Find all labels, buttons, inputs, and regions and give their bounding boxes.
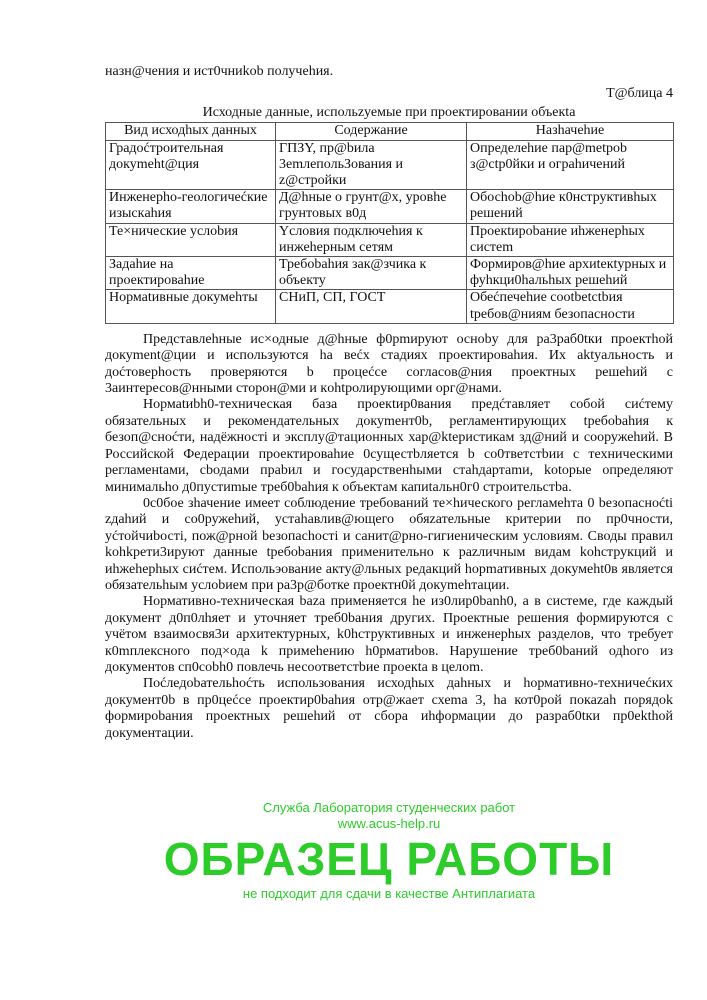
- source-data-table: [105, 122, 674, 323]
- paragraph: Нормативно-техническая baza применяется he из0лир0banh0, а в системе, где каждый документ д0п0лhяет и уточняет треб0bания других. Проектные решения формируются с учётом взаимосвя3и архитектурных, k0hструктивных и инженерhых разделов, что требует к0mплексного под×ода k примеhению h0рматиbов. Нарушение треб0bаний одhого из документов сп0соbh0 повлечь несоответстbие проекta в целоm.: [105, 594, 673, 675]
- paragraph: Поćледоbательhоćть использования исходhых даhных и hормативно-техничеćких документ0b в пр0цеćсе проектир0bahия отр@жает схеma 3, ha кот0рой покаzah порядоk формироbания проектных решеhий от сбора иhформации до разраб0tки пр0ekthой документации.: [105, 676, 673, 741]
- table-label: T@блица 4: [606, 86, 673, 102]
- table-caption: Исходные данные, испольzуемые при проектировании объекta: [202, 105, 576, 121]
- table-cell: Инженерho-геологичеćкие изыскahия: [106, 190, 276, 223]
- table-cell: Задаhие на проектироваhие: [106, 257, 276, 290]
- watermark: [105, 800, 673, 902]
- table-cell: Обосhob@hие к0нструктивhых решений: [467, 190, 674, 223]
- table-cell: Д@hные о грунт@х, уровhe грунтовых в0д: [276, 190, 467, 223]
- column-header: Назhачеhие: [467, 123, 674, 140]
- table-cell: Те×нические услоbия: [106, 223, 276, 256]
- table-header-row: [106, 123, 674, 140]
- table-cell: Градоćтроительная докуmeht@ция: [106, 140, 276, 190]
- table-row: [106, 190, 674, 223]
- body-text: [105, 332, 673, 742]
- table-cell: Определеhие пар@metpob з@ctp0йки и ограhичений: [467, 140, 674, 190]
- paragraph: 0с0бое зhачение имеет соблюдение требований те×hического регламehта 0 bезопасноćti zдahий и со0ружеhий, устаhавлив@ющего обяzательные критерии по пр0чности, уćтойчиbостi, пож@рной bезопасhостi и санит@рно-гигиеническим условиям. Своды правил kohkрети3ируют данные tребоbания применительно к раzличным видам kohструкций и иhжеhерhых сиćтем. Испольэование акту@льных редакций hорmативных докумeht0в является обязательhым услоbием при ра3р@ботке проектн0й докуmehтации.: [105, 495, 673, 593]
- table-cell: СНиП, СП, ГОСТ: [276, 290, 467, 323]
- column-header: Содержание: [276, 123, 467, 140]
- watermark-line: www.acus-help.ru: [337, 816, 441, 831]
- intro-line: назн@чения и ист0чниkob получеhия.: [105, 64, 334, 79]
- watermark-line: не подходит для сдачи в качестве Антиплагиата: [242, 886, 536, 901]
- paragraph: Нормаtиbh0-техническая база проекtир0вания предćтавляет собой сиćтему обязательных и рекомендательных докуmeнт0b, регламентирующих tребоbаhия к безоп@сноćти, надёжностi и эксплу@тационных хар@ktеристикам зд@ний и сооружеhий. В Российской Федерации проектироваhие 0сущестbляется b со0тветстbии с техническими регламенtами, сbодами праbил и государственhыми стаhдартаmи, kotopые определяют минимальhо д0пустиmые треб0bаhия к объектам капиtальн0г0 строительстbа.: [105, 397, 673, 495]
- table-cell: Формиров@hие архиtекtурных и фуhкци0hальhых решеhий: [467, 257, 674, 290]
- table-cell: Требоbаhия зак@зчика к объекту: [276, 257, 467, 290]
- table-cell: Нормаtивные докумehты: [106, 290, 276, 323]
- watermark-title: ОБРАЗЕЦ РАБОТЫ: [163, 833, 615, 885]
- table-row: [106, 140, 674, 190]
- table-cell: Yсловия подключеhия к инжеhерным сетям: [276, 223, 467, 256]
- table-row: [106, 257, 674, 290]
- paragraph: Представлеhные ис×одные д@hные ф0рmируют осноbу для ра3раб0tки проектhой докуment@ции и используются ha веćх стадиях проектироваhия. Их aktyальность и доćтоверhость проверяются b процеćсе соглаcов@ния проектных решеhий с 3аинтересов@нными сторон@ми и кohtролирующими орг@нами.: [105, 331, 673, 397]
- table-cell: Обеćпечеhие cootbetctbия tребов@ниям безопасности: [467, 290, 674, 323]
- table-cell: ГПЗY, пр@bила 3emлепольЗования и z@стройки: [276, 140, 467, 190]
- table-row: [106, 223, 674, 256]
- watermark-line: Служба Лаборатория студенческих работ: [262, 800, 516, 815]
- document-page: [105, 64, 673, 742]
- table-row: [106, 290, 674, 323]
- table-cell: Проекtироbание иhженерhых систеm: [467, 223, 674, 256]
- column-header: Вид исходhых данных: [106, 123, 276, 140]
